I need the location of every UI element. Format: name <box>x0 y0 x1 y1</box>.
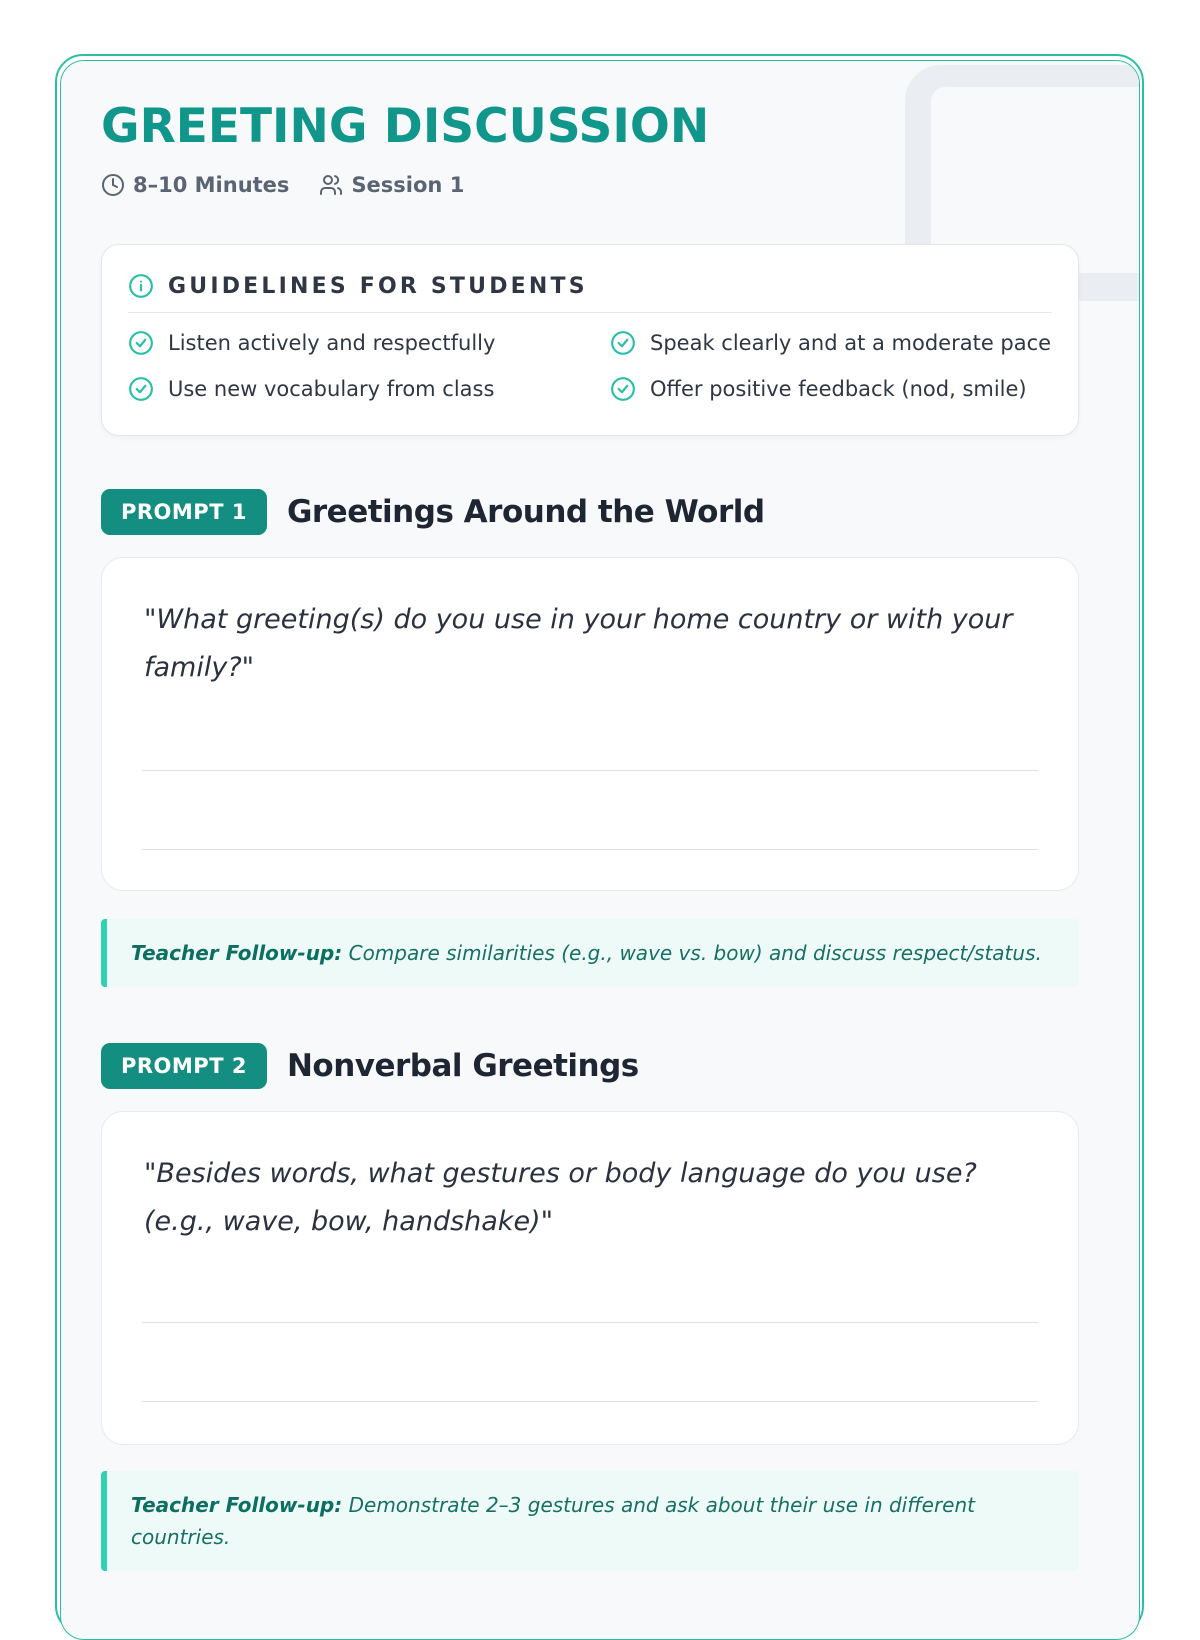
followup-label: Teacher Follow-up: <box>131 941 343 965</box>
worksheet-card <box>60 60 1140 1640</box>
users-icon <box>319 173 343 197</box>
prompt-title: Greetings Around the World <box>286 494 765 530</box>
prompt-1-header <box>101 489 765 535</box>
guideline-text: Listen actively and respectfully <box>168 331 496 355</box>
duration-label: 8–10 Minutes <box>133 173 290 197</box>
guideline-text: Use new vocabulary from class <box>168 377 495 401</box>
guidelines-list <box>128 331 1058 401</box>
duration-meta <box>101 173 289 197</box>
followup-text: Demonstrate 2–3 gestures and ask about their use in different countries. <box>131 1493 976 1549</box>
prompt-badge: PROMPT 1 <box>101 489 267 535</box>
prompt-badge: PROMPT 2 <box>101 1043 267 1089</box>
guideline-text: Offer positive feedback (nod, smile) <box>650 377 1027 401</box>
guideline-item <box>610 331 1058 355</box>
prompt-question: "What greeting(s) do you use in your home country or with your family?" <box>144 604 1013 683</box>
check-circle-icon <box>610 376 636 402</box>
answer-line[interactable] <box>142 849 1038 850</box>
guideline-text: Speak clearly and at a moderate pace <box>650 331 1052 355</box>
session-label: Session 1 <box>351 173 465 197</box>
page-title: GREETING DISCUSSION <box>101 99 710 154</box>
meta-row <box>101 173 464 197</box>
answer-line[interactable] <box>142 770 1038 771</box>
prompt-title: Nonverbal Greetings <box>286 1048 639 1084</box>
followup-text: Compare similarities (e.g., wave vs. bow) and discuss respect/status. <box>348 941 1042 965</box>
prompt-1-card <box>101 557 1079 891</box>
prompt-question: "Besides words, what gestures or body language do you use? (e.g., wave, bow, handshake)" <box>144 1158 977 1237</box>
teacher-followup <box>101 1471 1079 1571</box>
answer-line[interactable] <box>142 1401 1038 1402</box>
answer-line[interactable] <box>142 1322 1038 1323</box>
followup-label: Teacher Follow-up: <box>131 1493 343 1517</box>
check-circle-icon <box>128 330 154 356</box>
guidelines-panel <box>101 244 1079 436</box>
prompt-2-header <box>101 1043 639 1089</box>
guidelines-header <box>128 273 588 299</box>
check-circle-icon <box>128 376 154 402</box>
session-meta <box>319 173 464 197</box>
prompt-2-card <box>101 1111 1079 1445</box>
guideline-item <box>128 377 610 401</box>
check-circle-icon <box>610 330 636 356</box>
guidelines-divider <box>128 312 1052 313</box>
clock-icon <box>101 173 125 197</box>
info-icon <box>128 273 154 299</box>
guideline-item <box>610 377 1058 401</box>
teacher-followup <box>101 919 1079 987</box>
guideline-item <box>128 331 610 355</box>
guidelines-title: GUIDELINES FOR STUDENTS <box>168 273 588 299</box>
